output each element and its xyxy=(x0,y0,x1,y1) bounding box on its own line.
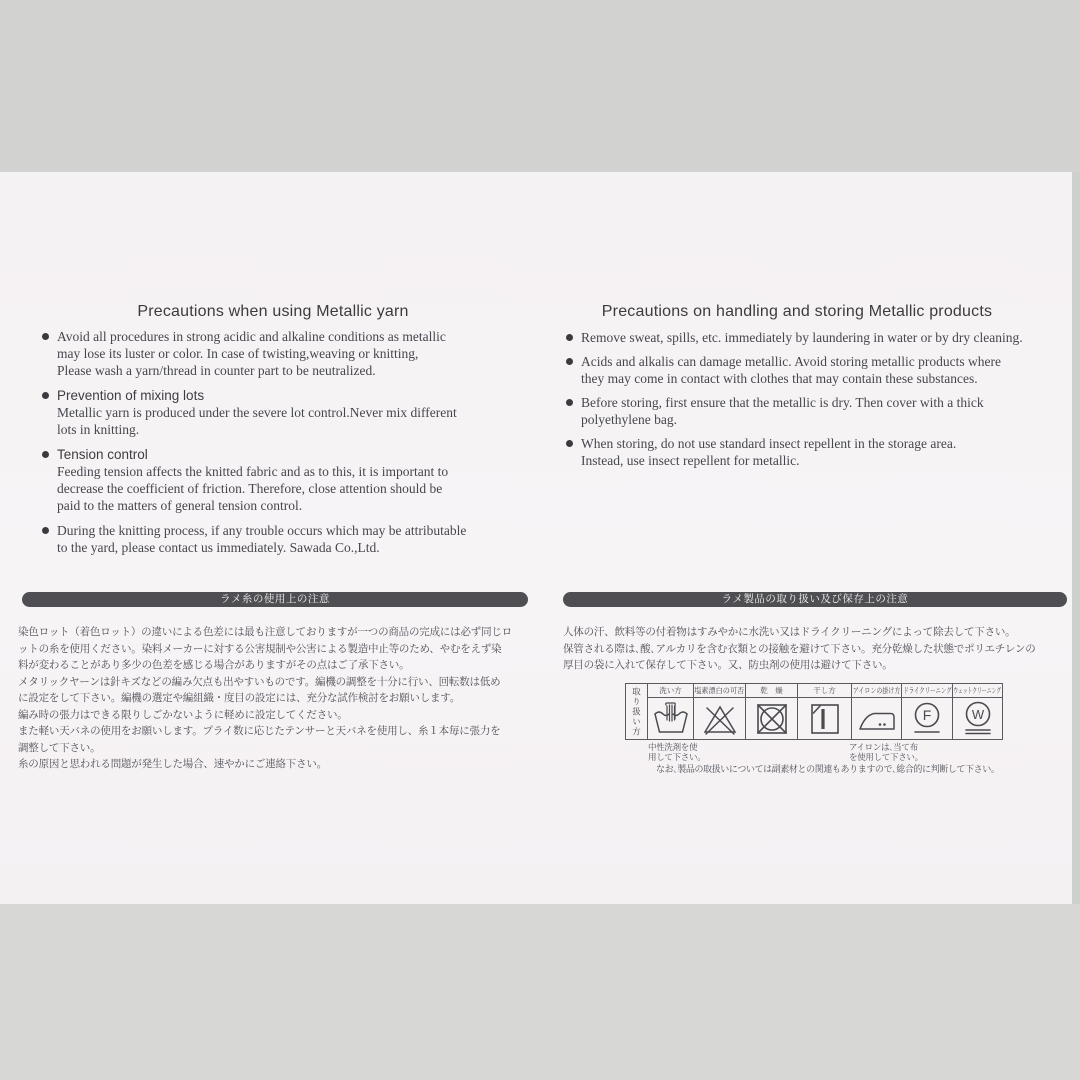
bullet-line: Instead, use insect repellent for metallic. xyxy=(581,453,800,468)
bullet-icon xyxy=(566,358,573,365)
jp-line: ットの糸を使用ください。染料メーカーに対する公害規制や公害による製造中止等のため、やむをえず染 xyxy=(18,642,502,655)
bullet-line: Metallic yarn is produced under the severe lot control.Never mix different xyxy=(57,405,457,420)
scanner-background-bottom xyxy=(0,904,1080,1080)
iron-low-heat-icon xyxy=(852,698,901,739)
bullet-line: Please wash a yarn/thread in counter part to be neutralized. xyxy=(57,363,376,378)
list-item xyxy=(42,387,524,438)
note-line: 用して下さい。 xyxy=(648,752,706,762)
bullet-line: they may come in contact with clothes that may contain these substances. xyxy=(581,371,978,386)
bullet-icon xyxy=(42,451,49,458)
left-bullet-list xyxy=(42,328,524,564)
care-column-header: 干し方 xyxy=(798,684,851,698)
bullet-line: paid to the matters of general tension control. xyxy=(57,498,303,513)
note-line: を使用して下さい。 xyxy=(849,752,923,762)
bullet-icon xyxy=(42,333,49,340)
jp-line: 厚目の袋に入れて保存して下さい。又、防虫剤の使用は避けて下さい。 xyxy=(563,659,893,671)
bullet-icon xyxy=(566,399,573,406)
jp-line: 保管される際は､酸､アルカリを含む衣類との接触を避けて下さい。充分乾燥した状態でポリエチレンの xyxy=(563,642,1036,655)
bullet-line: During the knitting process, if any trouble occurs which may be attributable xyxy=(57,523,467,538)
jp-line: また軽い天バネの使用をお願いします。プライ数に応じたテンサーと天バネを使用し、糸１本毎に張力を xyxy=(18,725,501,737)
jp-line: 染色ロット（着色ロット）の違いによる色差には最も注意しておりますが一つの商品の完成には必ず同じロ xyxy=(18,626,512,638)
bullet-heading: Prevention of mixing lots xyxy=(57,388,205,403)
list-item xyxy=(566,353,1071,388)
list-item xyxy=(566,394,1071,429)
care-column-header: アイロンの掛け方 xyxy=(852,684,901,698)
jp-line: 人体の汗、飲料等の付着物はすみやかに水洗い又はドライクリーニングによって除去して下さい。 xyxy=(563,626,1016,638)
paper-right-edge-shadow xyxy=(1072,172,1080,904)
svg-text:F: F xyxy=(922,706,932,723)
care-table-row-label: 取り扱い方 xyxy=(631,686,642,737)
jp-line: に設定をして下さい。編機の選定や編組織・度目の設定には、充分な試作検討をお願いします。 xyxy=(18,692,461,704)
no-tumble-dry-icon xyxy=(746,698,797,739)
care-column-wash xyxy=(647,684,693,739)
care-column-bleach xyxy=(693,684,745,739)
handwash-icon xyxy=(648,698,693,739)
iron-column-note xyxy=(849,742,923,762)
care-column-wet-clean xyxy=(952,684,1002,739)
bullet-icon xyxy=(42,392,49,399)
bullet-icon xyxy=(566,440,573,447)
bullet-line: decrease the coefficient of friction. Therefore, close attention should be xyxy=(57,481,443,496)
jp-line: 料が変わることがあり多少の色差を感じる場合がありますがその点はご了承下さい。 xyxy=(18,659,410,671)
bullet-line: Remove sweat, spills, etc. immediately by laundering in water or by dry cleaning. xyxy=(581,330,1023,345)
list-item xyxy=(42,446,524,514)
care-column-hang-dry xyxy=(797,684,851,739)
left-japanese-section-bar: ラメ糸の使用上の注意 xyxy=(22,592,528,607)
list-item xyxy=(42,328,524,379)
bullet-icon xyxy=(42,527,49,534)
bullet-line: polyethylene bag. xyxy=(581,412,677,427)
note-line: アイロンは､当て布 xyxy=(849,742,918,752)
bullet-line: Feeding tension affects the knitted fabric and as to this, it is important to xyxy=(57,464,449,479)
no-bleach-icon xyxy=(694,698,745,739)
right-bullet-list xyxy=(566,329,1071,476)
jp-line: 調整して下さい。 xyxy=(18,741,101,754)
care-column-header: ドライクリーニング xyxy=(902,684,952,698)
bullet-line: When storing, do not use standard insect repellent in the storage area. xyxy=(581,435,957,451)
bullet-line: Acids and alkalis can damage metallic. Avoid storing metallic products where xyxy=(581,353,1001,369)
care-column-dry-clean xyxy=(901,684,952,739)
care-column-header: 洗い方 xyxy=(648,684,693,698)
care-instructions-table xyxy=(625,683,1003,740)
svg-text:W: W xyxy=(971,706,984,722)
care-column-header: ウェットクリーニング xyxy=(953,684,1002,698)
scanner-background-top xyxy=(0,0,1080,172)
care-column-iron xyxy=(851,684,901,739)
note-line: 中性洗剤を使 xyxy=(648,742,698,752)
bullet-heading: Tension control xyxy=(57,447,148,462)
bullet-icon xyxy=(566,334,573,341)
jp-line: メタリックヤーンは針キズなどの編み欠点も出やすいものです。編機の調整を十分に行い、回転数は低め xyxy=(18,675,501,688)
list-item xyxy=(566,329,1071,347)
bullet-line: Avoid all procedures in strong acidic and alkaline conditions as metallic xyxy=(57,329,446,344)
right-japanese-paragraph xyxy=(563,624,1071,674)
right-japanese-section-bar: ラメ製品の取り扱い及び保存上の注意 xyxy=(563,592,1067,607)
care-column-header: 塩素漂白の可否 xyxy=(694,684,745,698)
list-item xyxy=(566,435,1071,470)
left-japanese-paragraph xyxy=(18,624,530,773)
bullet-line: Before storing, first ensure that the metallic is dry. Then cover with a thick xyxy=(581,394,984,410)
jp-line: 糸の原因と思われる問題が発生した場合、速やかにご連絡下さい。 xyxy=(18,758,327,770)
wash-column-note xyxy=(648,742,705,762)
bullet-line: may lose its luster or color. In case of twisting,weaving or knitting, xyxy=(57,346,419,361)
right-section-title: Precautions on handling and storing Metallic products xyxy=(601,303,993,320)
document-paper xyxy=(0,172,1072,904)
shade-line-dry-icon xyxy=(798,698,851,739)
care-column-header: 乾 燥 xyxy=(746,684,797,698)
care-table-footnote: なお､製品の取扱いについては副素材との関連もありますので､総合的に判断して下さい。 xyxy=(656,764,1000,774)
left-section-title: Precautions when using Metallic yarn xyxy=(137,303,409,320)
wet-clean-w-icon xyxy=(953,698,1002,739)
jp-line: 編み時の張力はできる限りしごかないように軽めに設定してください。 xyxy=(18,708,348,721)
list-item xyxy=(42,522,524,556)
dry-clean-f-icon xyxy=(902,698,952,739)
care-column-dry xyxy=(745,684,797,739)
bullet-line: to the yard, please contact us immediately. Sawada Co.,Ltd. xyxy=(57,540,380,555)
bullet-line: lots in knitting. xyxy=(57,422,140,437)
